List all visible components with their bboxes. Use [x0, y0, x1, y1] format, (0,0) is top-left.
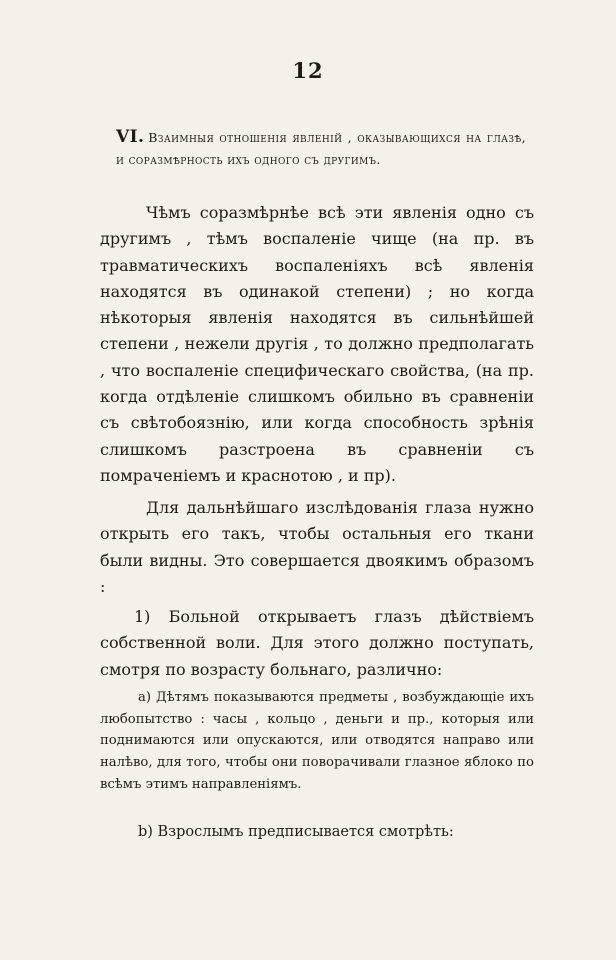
body-paragraph: Чѣмъ соразмѣрнѣе всѣ эти явленія одно съ другимъ , тѣмъ воспаленіе чище (на пр. въ травматическихъ воспаленіяхъ всѣ явленія находятся въ одинакой степени) ; но когда нѣкоторыя явленія находятся въ сильнѣйшей степени , нежели другія , то должно предполагать , что воспаленіе специфическаго свойства, (на пр. когда отдѣленіе слишкомъ обильно въ сравненіи съ свѣтобоязнію, или когда способность зрѣнія слишкомъ разстроена въ сравненіи съ помраченіемъ и краснотою , и пр). [100, 203, 534, 485]
paragraph-1-block [100, 200, 534, 489]
numbered-paragraph: 1) Больной открываетъ глазъ дѣйствіемъ собственной воли. Для этого должно поступать, смотря по возрасту больнаго, различно: [100, 607, 534, 679]
subitem-paragraph: b) Взрослымъ предписывается смотрѣть: [138, 824, 454, 840]
subitem-a-block [100, 687, 534, 796]
page-number: 12 [292, 58, 324, 83]
paragraph-2-block [100, 495, 534, 600]
body-paragraph: Для дальнѣйшаго изслѣдованія глаза нужно открыть его такъ, чтобы остальныя его ткани были видны. Это совершается двоякимъ образомъ : [100, 498, 534, 596]
section-numeral: VI. [116, 127, 145, 147]
section-heading-text: Взаимныя отношенія явленій , оказывающихся на глазѣ, и соразмѣрность ихъ одного съ другимъ. [116, 130, 526, 167]
section-heading [116, 126, 526, 171]
subitem-paragraph: a) Дѣтямъ показываются предметы , возбуждающіе ихъ любопытство : часы , кольцо , деньги и пр., которыя или поднимаются или опускаются, или отводятся направо или налѣво, для того, чтобы они поворачивали глазное яблоко по всѣмъ этимъ направленіямъ. [100, 690, 534, 792]
subitem-b-block [100, 822, 534, 844]
paragraph-3-block [100, 604, 534, 683]
